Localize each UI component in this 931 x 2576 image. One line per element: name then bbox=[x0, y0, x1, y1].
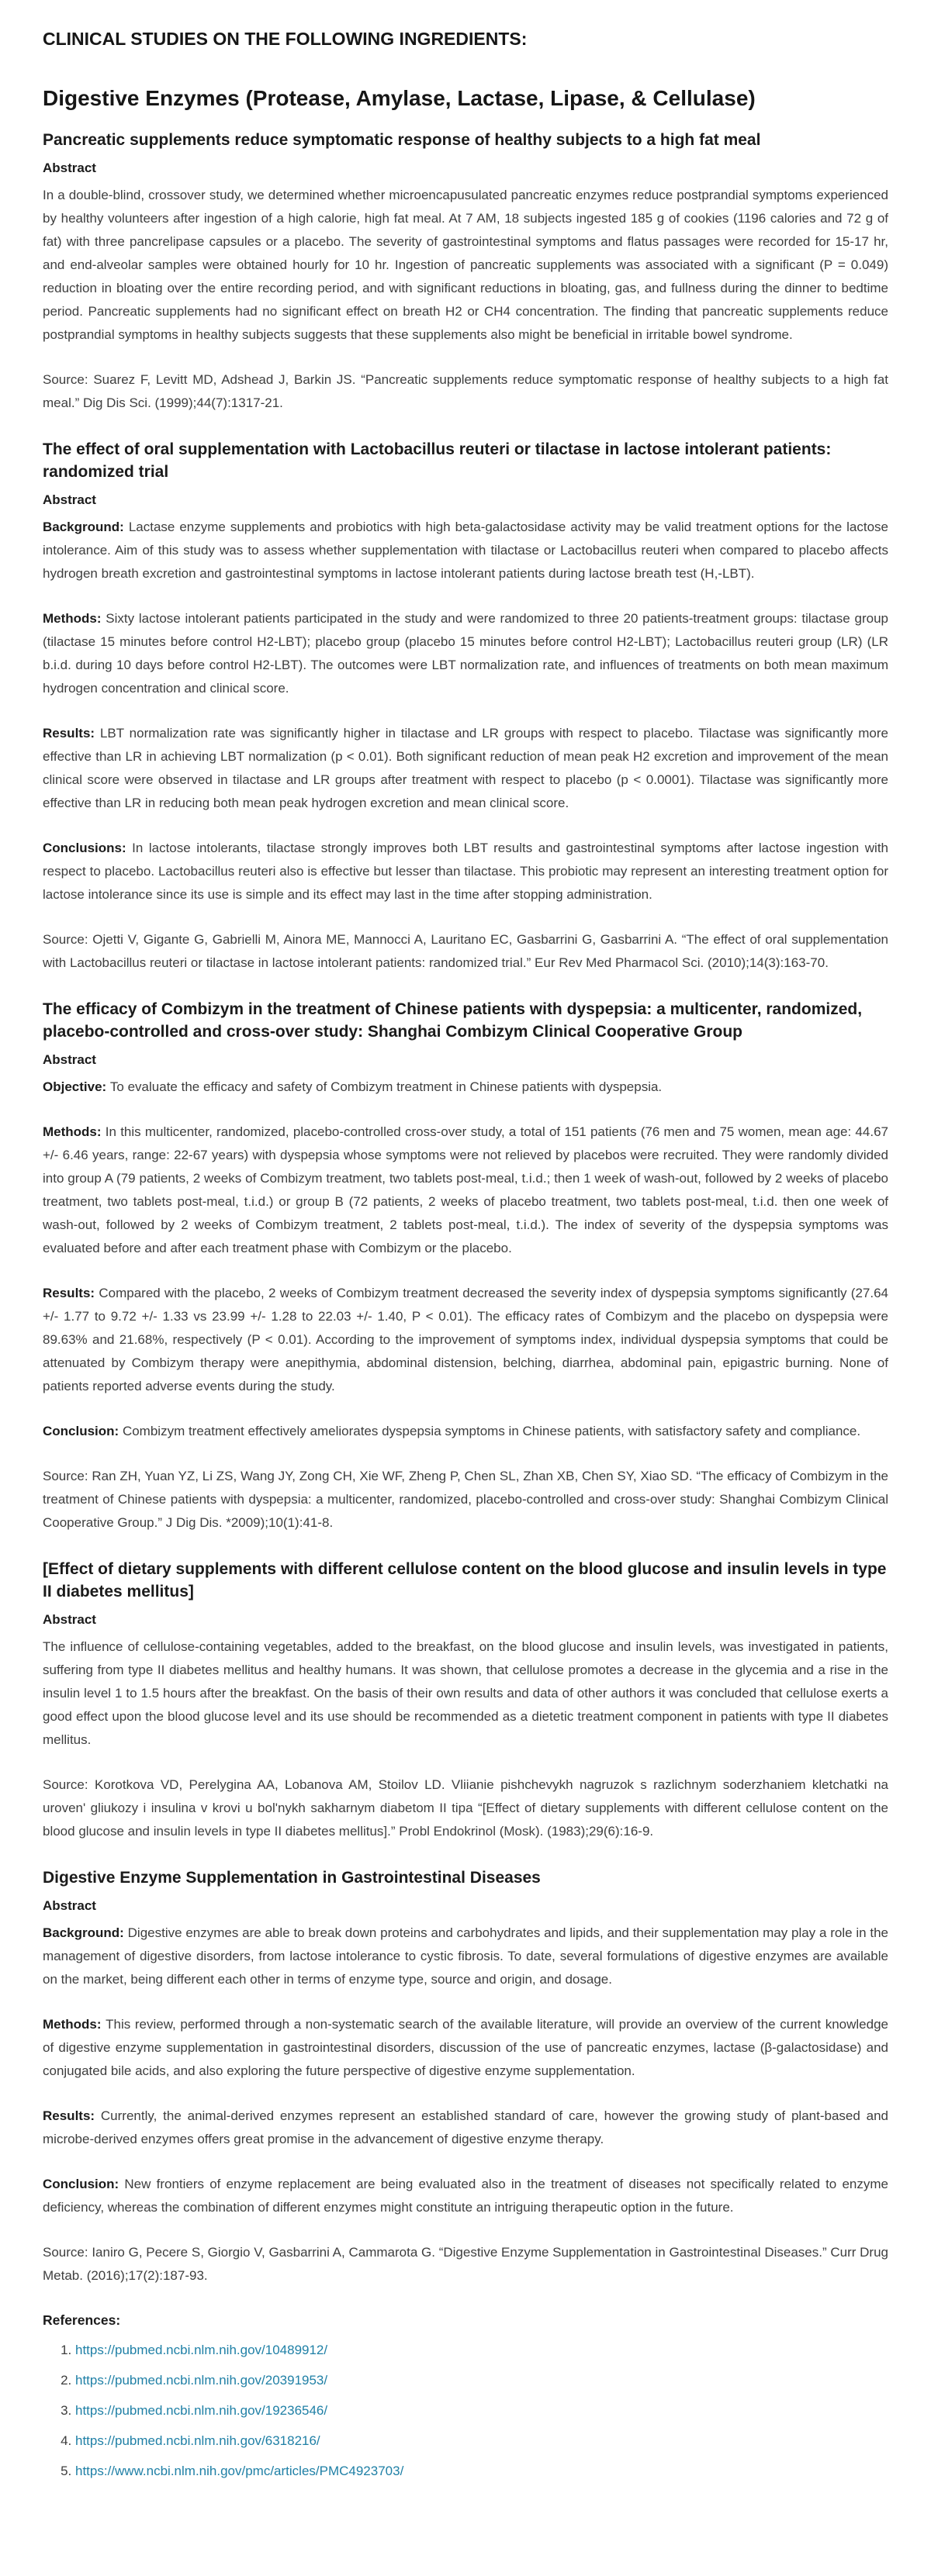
paragraph-label: Methods: bbox=[43, 1124, 106, 1139]
abstract-paragraphs bbox=[43, 1635, 888, 1752]
study-source: Source: Korotkova VD, Perelygina AA, Lobanova AM, Stoilov LD. Vliianie pishchevykh nagruzok s razlichnym soderzhaniem kletchatki na uroven' gliukozy i insulina v krovi u bol'nykh sakharnym diabetom II tipa “[Effect of dietary supplements with different cellulose content on the blood glucose and insulin levels in type II diabetes mellitus].” Probl Endokrinol (Mosk). (1983);29(6):16-9. bbox=[43, 1777, 888, 1839]
references-heading: References: bbox=[43, 2312, 121, 2328]
study-source: Source: Ianiro G, Pecere S, Giorgio V, Gasbarrini A, Cammarota G. “Digestive Enzyme Supplementation in Gastrointestinal Diseases.” Curr Drug Metab. (2016);17(2):187-93. bbox=[43, 2245, 888, 2283]
study-title: The efficacy of Combizym in the treatment of Chinese patients with dyspepsia: a multicenter, randomized, placebo-controlled and cross-over study: Shanghai Combizym Clinical Cooperative Group bbox=[43, 1000, 863, 1041]
reference-item bbox=[75, 2399, 888, 2422]
paragraph-label: Conclusions: bbox=[43, 841, 133, 855]
abstract-label: Abstract bbox=[43, 492, 96, 507]
paragraph-label: Results: bbox=[43, 2108, 101, 2123]
abstract-paragraph: Methods: In this multicenter, randomized, placebo-controlled cross-over study, a total of 151 patients (76 men and 75 women, mean age: 44.67 +/- 6.46 years, range: 22-67 years) with dyspepsia whose symptoms were not relieved by placebos were recruited. They were randomly divided into group A (79 patients, 2 weeks of Combizym treatment, two tablets post-meal, t.i.d.; then 1 week of wash-out, followed by 2 weeks of placebo treatment, two tablets post-meal, t.i.d.) or group B (72 patients, 2 weeks of placebo treatment, two tablets post-meal, t.i.d. then one week of wash-out, followed by 2 weeks of Combizym treatment, 2 tablets post-meal, t.i.d.). The index of severity of the dyspepsia symptoms was evaluated before and after each treatment phase with Combizym or the placebo. bbox=[43, 1124, 888, 1255]
study-section bbox=[43, 1558, 888, 1843]
paragraph-label: Results: bbox=[43, 726, 100, 741]
study-section bbox=[43, 129, 888, 415]
study-source: Source: Ojetti V, Gigante G, Gabrielli M, Ainora ME, Mannocci A, Lauritano EC, Gasbarrini G, Gasbarrini A. “The effect of oral supplementation with Lactobacillus reuteri or tilactase in lactose intolerant patients: randomized trial.” Eur Rev Med Pharmacol Sci. (2010);14(3):163-70. bbox=[43, 932, 888, 970]
study-title: The effect of oral supplementation with Lactobacillus reuteri or tilactase in lactose intolerant patients: randomized trial bbox=[43, 440, 832, 481]
reference-item bbox=[75, 2339, 888, 2362]
abstract-paragraph: Methods: This review, performed through a non-systematic search of the available literature, will provide an overview of the current knowledge of digestive enzyme supplementation in gastrointestinal disorders, discussion of the use of pancreatic enzymes, lactase (β-galactosidase) and conjugated bile acids, and also exploring the future perspective of digestive enzyme supplementation. bbox=[43, 2017, 888, 2078]
abstract-paragraph: Results: LBT normalization rate was significantly higher in tilactase and LR groups with respect to placebo. Tilactase was significantly more effective than LR in achieving LBT normalization (p < 0.01). Both significant reduction of mean peak H2 excretion and improvement of the mean clinical score were observed in tilactase and LR groups after treatment with respect to placebo (p < 0.0001). Tilactase was significantly more effective than LR in reducing both mean peak hydrogen excretion and mean clinical score. bbox=[43, 726, 889, 810]
abstract-label: Abstract bbox=[43, 1898, 96, 1913]
paragraph-label: Background: bbox=[43, 520, 129, 534]
studies-list bbox=[43, 129, 888, 2288]
reference-link[interactable]: https://pubmed.ncbi.nlm.nih.gov/10489912/ bbox=[75, 2343, 328, 2357]
abstract-paragraph: Conclusions: In lactose intolerants, tilactase strongly improves both LBT results and gastrointestinal symptoms after lactose ingestion with respect to placebo. Lactobacillus reuteri also is effective but lesser than tilactase. This probiotic may represent an interesting treatment option for lactose intolerance since its use is simple and its effect may last in the time after stopping administration. bbox=[43, 841, 888, 902]
paragraph-label: Results: bbox=[43, 1286, 99, 1300]
abstract-paragraph: Background: Lactase enzyme supplements and probiotics with high beta-galactosidase activity may be valid treatment options for the lactose intolerance. Aim of this study was to assess whether supplementation with tilactase or Lactobacillus reuteri when compared to placebo affects hydrogen breath excretion and gastrointestinal symptoms in lactose intolerant patients during lactose breath test (H,-LBT). bbox=[43, 520, 889, 581]
abstract-paragraph: Results: Currently, the animal-derived enzymes represent an established standard of care, however the growing study of plant-based and microbe-derived enzymes offers great promise in the advancement of digestive enzyme therapy. bbox=[43, 2108, 889, 2146]
references-list bbox=[43, 2339, 888, 2483]
abstract-paragraph: Conclusion: Combizym treatment effectively ameliorates dyspepsia symptoms in Chinese patients, with satisfactory safety and compliance. bbox=[43, 1424, 861, 1438]
abstract-paragraph: Background: Digestive enzymes are able to break down proteins and carbohydrates and lipids, and their supplementation may play a role in the management of digestive disorders, from lactose intolerance to cystic fibrosis. To date, several formulations of digestive enzymes are available on the market, being different each other in terms of enzyme type, source and origin, and dosage. bbox=[43, 1925, 889, 1987]
references-section bbox=[43, 2311, 888, 2483]
paragraph-label: Conclusion: bbox=[43, 2177, 125, 2191]
paragraph-label: Conclusion: bbox=[43, 1424, 123, 1438]
paragraph-label: Methods: bbox=[43, 2017, 106, 2032]
abstract-paragraph: The influence of cellulose-containing vegetables, added to the breakfast, on the blood glucose and insulin levels, was investigated in patients, suffering from type II diabetes mellitus and healthy humans. It was shown, that cellulose promotes a decrease in the glycemia and a rise in the insulin level 1 to 1.5 hours after the breakfast. On the basis of their own results and data of other authors it was concluded that cellulose exerts a good effect upon the blood glucose level and its use should be recommended as a dietetic treatment component in patients with type II diabetes mellitus. bbox=[43, 1639, 888, 1747]
page-title: CLINICAL STUDIES ON THE FOLLOWING INGREDIENTS: bbox=[43, 29, 528, 49]
study-title: Pancreatic supplements reduce symptomatic response of healthy subjects to a high fat meal bbox=[43, 131, 761, 149]
abstract-label: Abstract bbox=[43, 1052, 96, 1067]
abstract-paragraphs bbox=[43, 1922, 888, 2219]
reference-link[interactable]: https://pubmed.ncbi.nlm.nih.gov/6318216/ bbox=[75, 2433, 320, 2448]
study-source: Source: Suarez F, Levitt MD, Adshead J, Barkin JS. “Pancreatic supplements reduce symptomatic response of healthy subjects to a high fat meal.” Dig Dis Sci. (1999);44(7):1317-21. bbox=[43, 372, 888, 410]
ingredients-heading: Digestive Enzymes (Protease, Amylase, Lactase, Lipase, & Cellulase) bbox=[43, 86, 756, 110]
paragraph-label: Background: bbox=[43, 1925, 128, 1940]
paragraph-label: Methods: bbox=[43, 611, 106, 626]
study-section bbox=[43, 1866, 888, 2288]
abstract-paragraph: Objective: To evaluate the efficacy and safety of Combizym treatment in Chinese patients with dyspepsia. bbox=[43, 1079, 663, 1094]
abstract-paragraphs bbox=[43, 184, 888, 347]
study-title: [Effect of dietary supplements with different cellulose content on the blood glucose and insulin levels in type II diabetes mellitus] bbox=[43, 1560, 887, 1601]
abstract-paragraph: Results: Compared with the placebo, 2 weeks of Combizym treatment decreased the severity index of dyspepsia symptoms significantly (27.64 +/- 1.77 to 9.72 +/- 1.33 vs 23.99 +/- 1.28 to 22.03 +/- 1.40, P < 0.01). The efficacy rates of Combizym and the placebo on dyspepsia were 89.63% and 21.68%, respectively (P < 0.01). According to the improvement of symptoms index, individual dyspepsia symptoms that could be attenuated by Combizym therapy were anepithymia, abdominal distension, belching, diarrhea, abdominal pain, epigastric burning. None of patients reported adverse events during the study. bbox=[43, 1286, 888, 1393]
reference-link[interactable]: https://pubmed.ncbi.nlm.nih.gov/20391953/ bbox=[75, 2373, 328, 2388]
reference-link[interactable]: https://pubmed.ncbi.nlm.nih.gov/19236546/ bbox=[75, 2403, 328, 2418]
abstract-label: Abstract bbox=[43, 1612, 96, 1627]
study-title: Digestive Enzyme Supplementation in Gastrointestinal Diseases bbox=[43, 1869, 541, 1887]
study-source: Source: Ran ZH, Yuan YZ, Li ZS, Wang JY, Zong CH, Xie WF, Zheng P, Chen SL, Zhan XB, Chen SY, Xiao SD. “The efficacy of Combizym in the treatment of Chinese patients with dyspepsia: a multicenter, randomized, placebo-controlled and cross-over study: Shanghai Combizym Clinical Cooperative Group.” J Dig Dis. *2009);10(1):41-8. bbox=[43, 1469, 888, 1530]
abstract-label: Abstract bbox=[43, 161, 96, 175]
reference-item bbox=[75, 2460, 888, 2483]
study-section bbox=[43, 438, 888, 975]
abstract-paragraph: In a double-blind, crossover study, we determined whether microencapusulated pancreatic enzymes reduce postprandial symptoms experienced by healthy volunteers after ingestion of a high calorie, high fat meal. At 7 AM, 18 subjects ingested 185 g of cookies (1196 calories and 72 g of fat) with three pancrelipase capsules or a placebo. The severity of gastrointestinal symptoms and flatus passages were recorded for 15-17 hr, and end-alveolar samples were obtained hourly for 10 hr. Ingestion of pancreatic supplements was associated with a significant (P = 0.049) reduction in bloating over the entire recording period, and with significant reductions in bloating, gas, and fullness during the dinner to bedtime period. Pancreatic supplements had no significant effect on breath H2 or CH4 concentration. The finding that pancreatic supplements reduce postprandial symptoms in healthy subjects suggests that these supplements also might be beneficial in irritable bowel syndrome. bbox=[43, 188, 888, 342]
reference-item bbox=[75, 2369, 888, 2392]
abstract-paragraph: Conclusion: New frontiers of enzyme replacement are being evaluated also in the treatment of diseases not specifically related to enzyme deficiency, whereas the combination of different enzymes might constitute an intriguing therapeutic option in the future. bbox=[43, 2177, 888, 2215]
abstract-paragraphs bbox=[43, 516, 888, 906]
abstract-paragraphs bbox=[43, 1076, 888, 1443]
paragraph-label: Objective: bbox=[43, 1079, 110, 1094]
reference-link[interactable]: https://www.ncbi.nlm.nih.gov/pmc/articles/PMC4923703/ bbox=[75, 2464, 404, 2478]
reference-item bbox=[75, 2429, 888, 2453]
abstract-paragraph: Methods: Sixty lactose intolerant patients participated in the study and were randomized to three 20 patients-treatment groups: tilactase group (tilactase 15 minutes before control H2-LBT); placebo group (placebo 15 minutes before control H2-LBT); Lactobacillus reuteri group (LR) (LR b.i.d. during 10 days before control H2-LBT). The outcomes were LBT normalization rate, and influences of treatments on both mean maximum hydrogen concentration and clinical score. bbox=[43, 611, 888, 696]
study-section bbox=[43, 998, 888, 1535]
